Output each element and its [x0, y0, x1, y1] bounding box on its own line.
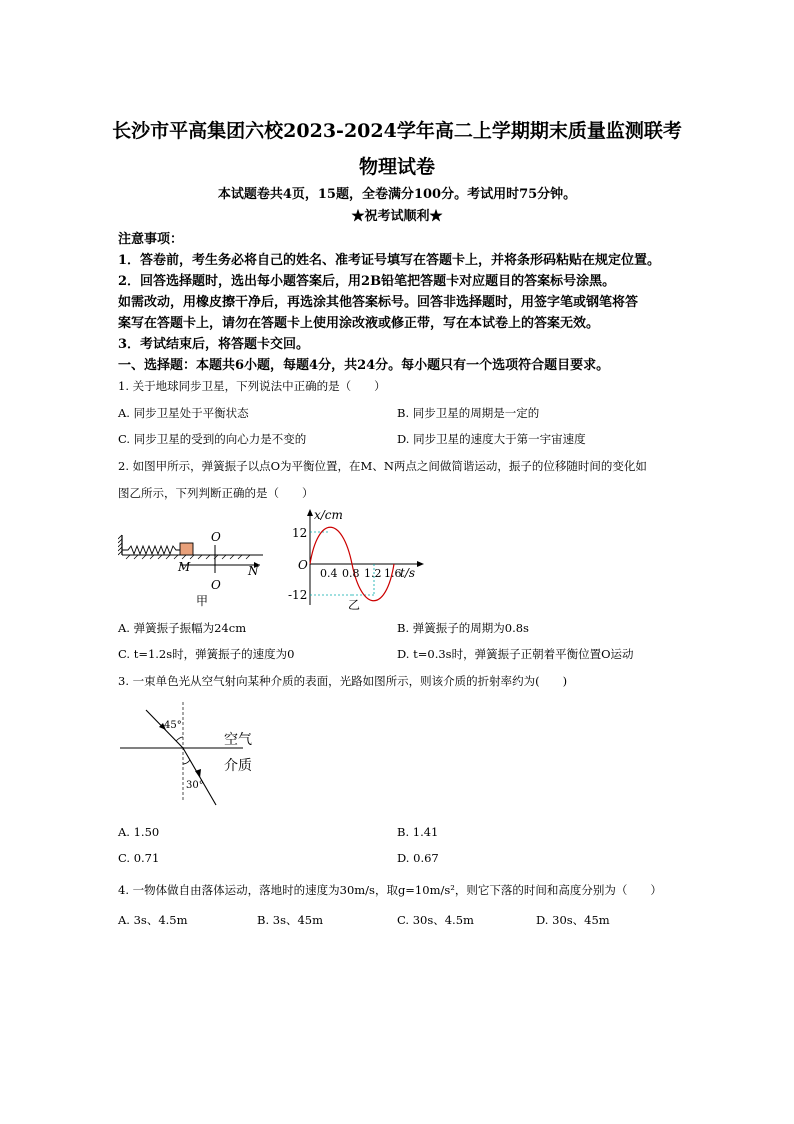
q2-figure-spring [118, 525, 278, 610]
figure-caption-yi: 乙 [348, 598, 361, 610]
q3-figure-refraction [118, 700, 268, 810]
graph-tick-1: 0.8 [342, 567, 360, 580]
exam-title: 长沙市平高集团六校2023-2024学年高二上学期期末质量监测联考 [112, 120, 682, 142]
air-label: 空气 [224, 732, 252, 748]
label-o-top: O [211, 530, 221, 544]
q2-option-c: C. t=1.2s时，弹簧振子的速度为0 [118, 647, 295, 661]
section-1-heading: 一、选择题：本题共6小题，每题4分，共24分。每小题只有一个选项符合题目要求。 [118, 358, 610, 373]
q1-option-c: C. 同步卫星的受到的向心力是不变的 [118, 432, 307, 446]
q2-figure-graph [288, 505, 438, 610]
floor-hatch [126, 555, 250, 559]
oscillator-block [180, 543, 193, 555]
note-1: 1．答卷前，考生务必将自己的姓名、准考证号填写在答题卡上，并将条形码粘贴在规定位置。 [118, 253, 661, 268]
q2-option-a: A. 弹簧振子振幅为24cm [118, 621, 247, 635]
graph-origin: O [298, 558, 308, 572]
label-m: M [178, 560, 191, 574]
q2-option-d: D. t=0.3s时，弹簧振子正朝着平衡位置O运动 [397, 647, 634, 661]
q1-option-a: A. 同步卫星处于平衡状态 [118, 406, 249, 420]
graph-y-arrowhead [307, 509, 313, 516]
graph-ybottom: -12 [288, 588, 308, 602]
angle-arc-2 [183, 760, 190, 764]
angle-30-label: 30° [186, 780, 204, 791]
medium-label: 介质 [224, 758, 252, 774]
graph-xlabel: t/s [400, 566, 416, 580]
figure-caption-jia: 甲 [196, 594, 209, 608]
q4-option-c: C. 30s、4.5m [397, 913, 474, 927]
exam-subtitle: 物理试卷 [358, 156, 435, 178]
note-2b: 如需改动，用橡皮擦干净后，再选涂其他答案标号。回答非选择题时，用签字笔或钢笔将答 [118, 295, 639, 310]
q4-option-d: D. 30s、45m [536, 913, 610, 927]
graph-tick-3: 1.6 [384, 567, 402, 580]
q3-option-b: B. 1.41 [397, 825, 439, 839]
q3-stem: 3. 一束单色光从空气射向某种介质的表面，光路如图所示，则该介质的折射率约为( ) [118, 674, 568, 688]
exam-info: 本试题卷共4页，15题，全卷满分100分。考试用时75分钟。 [217, 187, 577, 202]
q4-stem: 4. 一物体做自由落体运动，落地时的速度为30m/s，取g=10m/s²，则它下落的时间和高度分别为（ ） [118, 883, 662, 897]
q3-option-a: A. 1.50 [118, 825, 160, 839]
spring [122, 546, 180, 554]
q3-option-d: D. 0.67 [397, 851, 439, 865]
graph-ylabel: x/cm [314, 508, 343, 522]
label-n: N [248, 564, 259, 578]
label-o-bottom: O [211, 578, 221, 592]
q1-option-d: D. 同步卫星的速度大于第一宇宙速度 [397, 432, 586, 446]
note-2: 2．回答选择题时，选出每小题答案后，用2B铅笔把答题卡对应题目的答案标号涂黑。 [118, 274, 616, 289]
angle-45-label: 45° [164, 720, 182, 731]
graph-x-arrowhead [417, 561, 424, 567]
q2-option-b: B. 弹簧振子的周期为0.8s [397, 621, 529, 635]
q2-stem-2: 图乙所示，下列判断正确的是（ ） [118, 486, 314, 500]
exam-wish: ★祝考试顺利★ [351, 209, 443, 224]
angle-arc-1 [176, 737, 183, 741]
q2-stem-1: 2. 如图甲所示，弹簧振子以点O为平衡位置，在M、N两点之间做简谐运动，振子的位移随时间的变化如 [118, 459, 647, 473]
q1-stem: 1. 关于地球同步卫星，下列说法中正确的是（ ） [118, 379, 386, 393]
q3-option-c: C. 0.71 [118, 851, 160, 865]
notes-heading: 注意事项： [118, 232, 184, 247]
note-2c: 案写在答题卡上，请勿在答题卡上使用涂改液或修正带，写在本试卷上的答案无效。 [118, 316, 600, 331]
q4-option-b: B. 3s、45m [257, 913, 324, 927]
q4-option-a: A. 3s、4.5m [118, 913, 188, 927]
graph-tick-0: 0.4 [320, 567, 338, 580]
graph-tick-2: 1.2 [364, 567, 382, 580]
note-3: 3．考试结束后，将答题卡交回。 [118, 337, 310, 352]
q1-option-b: B. 同步卫星的周期是一定的 [397, 406, 540, 420]
graph-ytop: 12 [292, 526, 308, 540]
